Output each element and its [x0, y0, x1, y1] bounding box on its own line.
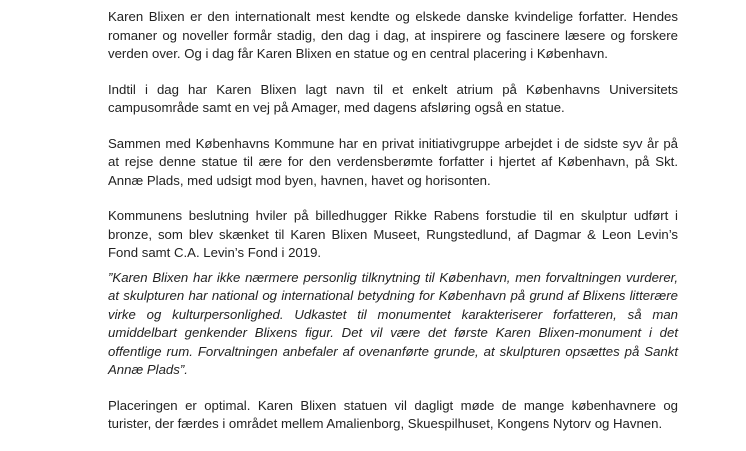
- paragraph-decision: Kommunens beslutning hviler på billedhugger Rikke Rabens forstudie til en skulptur udført i bronze, som blev skænket til Karen Blixen Museet, Rungstedlund, af Dagmar & Leon Levin’s Fond samt C.A. Levin’s Fond i 2019.: [108, 208, 678, 260]
- paragraph-intro: Karen Blixen er den internationalt mest kendte og elskede danske kvindelige forfatter. Hendes romaner og noveller formår stadig, den dag i dag, at inspirere og fascinere læsere og forskere verden over. Og i dag får Karen Blixen en statue og en central placering i København.: [108, 9, 678, 61]
- paragraph-atrium: Indtil i dag har Karen Blixen lagt navn til et enkelt atrium på Københavns Universitets campusområde samt en vej på Amager, med dagens afsløring også en statue.: [108, 81, 678, 115]
- document-body: [108, 8, 678, 451]
- paragraph-initiative: Sammen med Københavns Kommune har en privat initiativgruppe arbejdet i de sidste syv år på at rejse denne statue til ære for den verdensberømte forfatter i hjertet af København, på Skt. Annæ Plads, med udsigt mod byen, havnen, havet og horisonten.: [108, 135, 678, 188]
- paragraph-placement: Placeringen er optimal. Karen Blixen statuen vil dagligt møde de mange københavnere og turister, der færdes i området mellem Amalienborg, Skuespilhuset, Kongens Nytorv og Havnen.: [108, 397, 678, 431]
- quote-paragraph: ”Karen Blixen har ikke nærmere personlig tilknytning til København, men forvaltningen vurderer, at skulpturen har national og international betydning for København på grund af Blixens litterære virke og kulturpersonlighed. Udkastet til monumentet karakteriserer forfatteren, så man umiddelbart genkender Blixens figur. Det vil være det første Karen Blixen-monument i det offentlige rum. Forvaltningen anbefaler af ovenanførte grunde, at skulpturen opsættes på Sankt Annæ Plads”.: [108, 269, 678, 377]
